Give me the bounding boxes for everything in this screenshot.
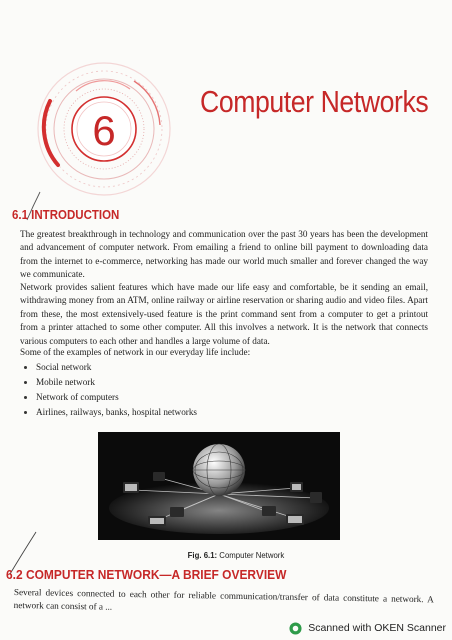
list-item: Social network (20, 360, 197, 375)
figure-caption (146, 551, 326, 560)
list-item: Airlines, railways, banks, hospital networks (20, 405, 197, 420)
scanner-logo-icon (289, 622, 302, 635)
network-examples-list (20, 360, 197, 420)
intro-paragraph-3: Some of the examples of network in our everyday life include: (20, 347, 251, 357)
section-heading-introduction: 6.1 INTRODUCTION (12, 208, 120, 222)
scanner-watermark (285, 619, 446, 637)
section-heading-overview: 6.2 COMPUTER NETWORK—A BRIEF OVERVIEW (6, 567, 287, 582)
scanner-label: Scanned with OKEN Scanner (308, 622, 446, 634)
chapter-number-emblem (30, 55, 178, 203)
intro-paragraph-2: Network provides salient features which have made our life easy and comfortable, be it sending an email, withdrawing money from an ATM, online railway or airline reservation or sharing audio and video files. Apart from these, the most extensively-used feature is the print command sent from a computer to get a printout from a printer attached to some other computer. All this involves a network. It is the network that connects various computers to each other and handles a large volume of data. (20, 282, 428, 346)
figure-caption-text: Computer Network (217, 551, 285, 560)
computer-network-figure (98, 432, 340, 540)
figure-caption-label: Fig. 6.1: (187, 551, 218, 560)
chapter-title: Computer Networks (200, 84, 429, 119)
list-item: Mobile network (20, 375, 197, 390)
intro-paragraph-1: The greatest breakthrough in technology and communication over the past 30 years has been the development and advancement of computer network. From emailing a friend to online bill payment to downloading data from the internet to e-commerce, networking has made our world much smaller and forever changed the way we communicate. (20, 229, 428, 280)
chapter-number: 6 (92, 107, 116, 154)
overview-paragraph: Several devices connected to each other for reliable communication/transfer of data constitute a network. A network can consist of a ... (13, 586, 434, 613)
list-item: Network of computers (20, 390, 197, 405)
